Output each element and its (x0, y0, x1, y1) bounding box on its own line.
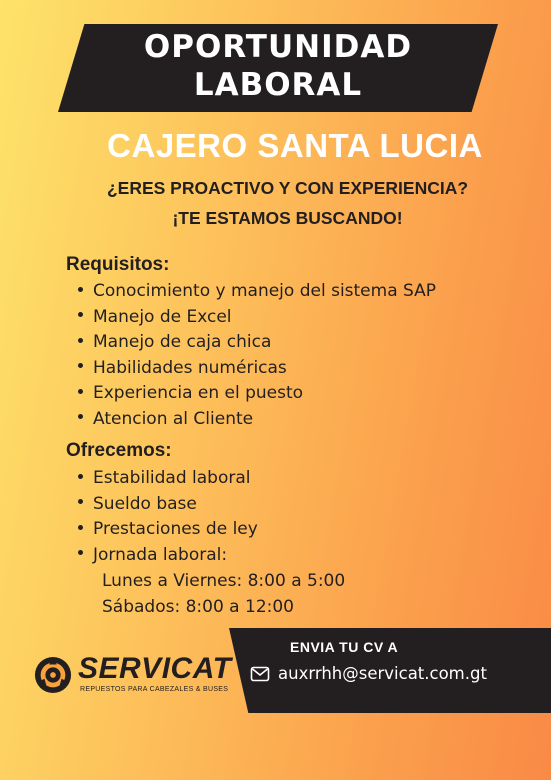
offer-list (78, 466, 258, 568)
bullet-icon (78, 338, 83, 343)
schedule-saturday: Sábados: 8:00 a 12:00 (102, 597, 294, 617)
list-item: Atencion al Cliente (78, 407, 436, 433)
bullet-icon (78, 363, 83, 368)
list-item: Experiencia en el puesto (78, 381, 436, 407)
page-title (58, 28, 498, 104)
bullet-icon (78, 499, 83, 504)
list-item: Estabilidad laboral (78, 466, 258, 492)
title-line-1: OPORTUNIDAD (143, 29, 413, 65)
mail-icon (250, 665, 270, 683)
logo-subtitle: REPUESTOS PARA CABEZALES & BUSES (80, 686, 229, 693)
list-item: Manejo de Excel (78, 305, 436, 331)
list-item: Prestaciones de ley (78, 517, 258, 543)
servicat-logo (34, 652, 232, 700)
bullet-icon (78, 550, 83, 555)
tagline-question: ¿ERES PROACTIVO Y CON EXPERIENCIA? (106, 178, 469, 198)
offer-heading: Ofrecemos: (66, 440, 172, 461)
bullet-icon (78, 312, 83, 317)
contact-email[interactable]: auxrrhh@servicat.com.gt (278, 664, 487, 683)
contact-title: ENVIA TU CV A (290, 639, 399, 655)
schedule-weekdays: Lunes a Viernes: 8:00 a 5:00 (102, 571, 346, 591)
title-line-2: LABORAL (193, 67, 363, 103)
requirements-list (78, 279, 436, 433)
bullet-icon (78, 287, 83, 292)
list-item: Conocimiento y manejo del sistema SAP (78, 279, 436, 305)
list-item: Habilidades numéricas (78, 356, 436, 382)
requirements-heading: Requisitos: (66, 254, 170, 275)
job-position: CAJERO SANTA LUCIA (107, 127, 483, 164)
list-item: Sueldo base (78, 492, 258, 518)
list-item: Jornada laboral: (78, 543, 258, 569)
bullet-icon (78, 474, 83, 479)
contact-email-row (250, 664, 487, 683)
list-item: Manejo de caja chica (78, 330, 436, 356)
bullet-icon (78, 414, 83, 419)
bullet-icon (78, 525, 83, 530)
bullet-icon (78, 389, 83, 394)
tagline-call: ¡TE ESTAMOS BUSCANDO! (172, 208, 403, 228)
servicat-logo-icon (34, 656, 72, 694)
logo-name: SERVICAT (78, 652, 232, 685)
